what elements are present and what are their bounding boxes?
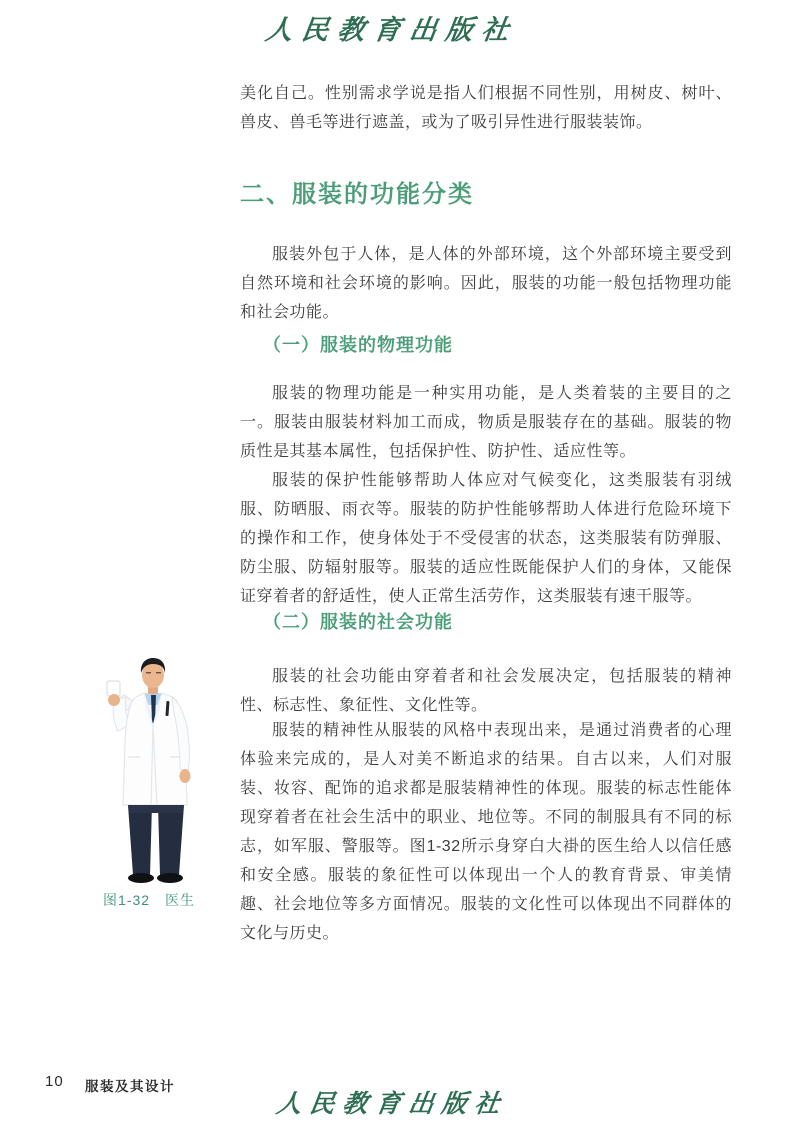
subsection1-paragraph-1: 服装的物理功能是一种实用功能，是人类着装的主要目的之一。服装由服装材料加工而成，物质是服装存在的基础。服装的物质性是其基本属性，包括保护性、防护性、适应性等。	[240, 385, 732, 460]
publisher-logo-top: 人民教育出版社	[263, 15, 520, 45]
subsection1-paragraph-2: 服装的保护性能够帮助人体应对气候变化，这类服装有羽绒服、防晒服、雨衣等。服装的防护性能够帮助人体进行危险环境下的操作和工作，使身体处于不受侵害的状态，这类服装有防弹服、防尘服、防辐射服等。服装的适应性既能保护人们的身体，又能保证穿着者的舒适性，使人正常生活劳作，这类服装有速干服等。	[240, 472, 732, 605]
subsection2-paragraph-1: 服装的社会功能由穿着者和社会发展决定，包括服装的精神性、标志性、象征性、文化性等。	[240, 668, 732, 714]
heading-accent-bar	[490, 188, 732, 200]
paragraph-intro: 美化自己。性别需求学说是指人们根据不同性别，用树皮、树叶、兽皮、兽毛等进行遮盖，或为了吸引异性进行服装装饰。	[240, 85, 732, 131]
section-title: 二、服装的功能分类	[240, 181, 474, 208]
publisher-logo-bottom: 人民教育出版社	[274, 1091, 510, 1118]
doctor-illustration	[100, 653, 216, 885]
figure-doctor-photo	[100, 653, 216, 890]
subsection1-title: （一）服装的物理功能	[263, 335, 453, 355]
figure-caption: 图1-32 医生	[103, 892, 196, 908]
subsection2-title: （二）服装的社会功能	[263, 612, 453, 632]
paragraph-overview: 服装外包于人体，是人体的外部环境，这个外部环境主要受到自然环境和社会环境的影响。因此，服装的功能一般包括物理功能和社会功能。	[240, 246, 732, 321]
subsection2-paragraph-2: 服装的精神性从服装的风格中表现出来，是通过消费者的心理体验来完成的，是人对美不断追求的结果。自古以来，人们对服装、妆容、配饰的追求都是服装精神性的体现。服装的标志性能体现穿着者在社会生活中的职业、地位等。不同的制服具有不同的标志，如军服、警服等。图1-32所示身穿白大褂的医生给人以信任感和安全感。服装的象征性可以体现出一个人的教育背景、审美情趣、社会地位等多方面情况。服装的文化性可以体现出不同群体的文化与历史。	[240, 722, 732, 942]
footer-book-title: 服装及其设计	[85, 1079, 175, 1094]
section-heading-row	[240, 174, 732, 209]
footer-page-number: 10	[45, 1073, 64, 1090]
